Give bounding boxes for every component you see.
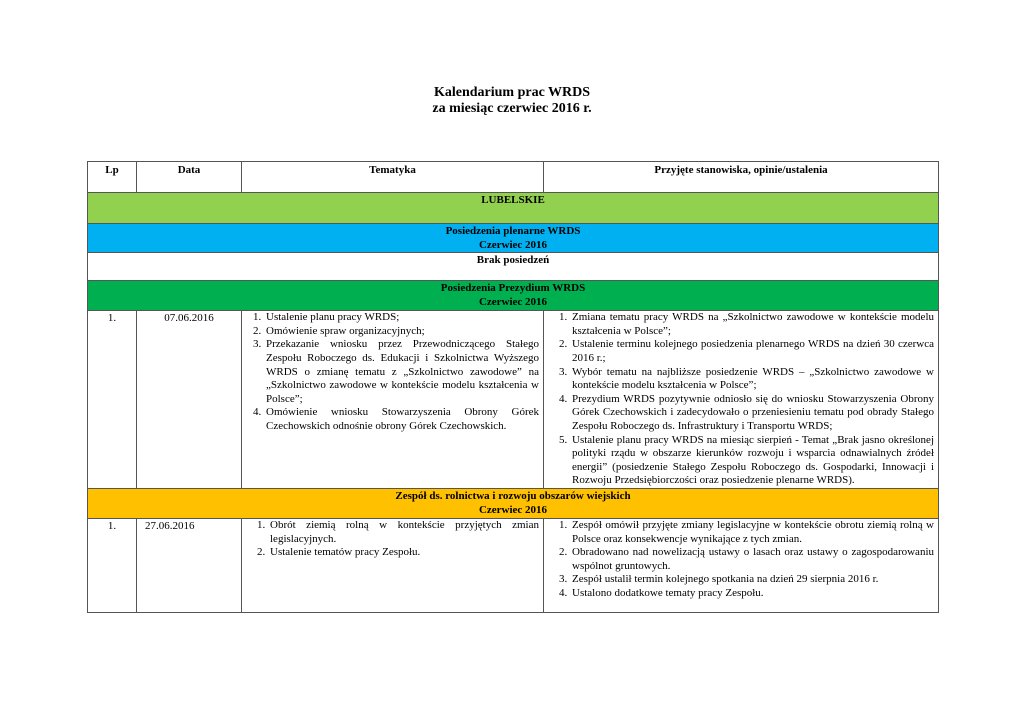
list-item: 3. Wybór tematu na najbliższe posiedzenie WRDS – „Szkolnictwo zawodowe w kontekście modelu kształcenia w Polsce”; bbox=[570, 366, 934, 393]
plenary-title: Posiedzenia plenarne WRDS bbox=[445, 225, 581, 237]
list-item: 2. Ustalenie terminu kolejnego posiedzenia plenarnego WRDS na dzień 30 czerwca 2016 r.; bbox=[570, 338, 934, 365]
region-band bbox=[88, 193, 939, 224]
region-row bbox=[88, 193, 939, 224]
agri-lp: 1. bbox=[88, 518, 137, 613]
plenary-month: Czerwiec 2016 bbox=[478, 238, 548, 251]
plenary-note-row bbox=[88, 253, 939, 281]
list-item: 2. Obradowano nad nowelizacją ustawy o lasach oraz ustawy o zagospodarowaniu wspólnot gruntowych. bbox=[570, 546, 934, 573]
agri-band bbox=[88, 488, 939, 518]
agri-month: Czerwiec 2016 bbox=[478, 503, 548, 516]
header-topics: Tematyka bbox=[242, 162, 544, 193]
list-item: 4. Ustalono dodatkowe tematy pracy Zespołu. bbox=[570, 587, 934, 601]
presidium-title: Posiedzenia Prezydium WRDS bbox=[440, 282, 586, 295]
presidium-band bbox=[88, 281, 939, 311]
presidium-decisions bbox=[544, 311, 939, 489]
region-label: LUBELSKIE bbox=[481, 194, 545, 206]
agri-band-row bbox=[88, 488, 939, 518]
list-item: 3. Zespół ustalił termin kolejnego spotkania na dzień 29 sierpnia 2016 r. bbox=[570, 573, 934, 587]
list-item: 2. Omówienie spraw organizacyjnych; bbox=[264, 325, 539, 339]
agri-date: 27.06.2016 bbox=[137, 518, 242, 613]
document-title bbox=[0, 85, 1024, 117]
plenary-note-text: Brak posiedzeń bbox=[476, 254, 550, 267]
plenary-note bbox=[88, 253, 939, 281]
list-item: 4. Omówienie wniosku Stowarzyszenia Obrony Górek Czechowskich odnośnie obrony Górek Czechowskich. bbox=[264, 406, 539, 433]
presidium-topics bbox=[242, 311, 544, 489]
presidium-lp: 1. bbox=[88, 311, 137, 489]
calendar-table bbox=[87, 161, 939, 613]
agri-decisions bbox=[544, 518, 939, 613]
list-item: 4. Prezydium WRDS pozytywnie odniosło się do wniosku Stowarzyszenia Obrony Górek Czechowskich i zadecydowało o przeniesieniu tematu pod obrady Stałego Zespołu Roboczego ds. Infrastruktury i Transportu WRDS; bbox=[570, 393, 934, 434]
header-lp: Lp bbox=[88, 162, 137, 193]
presidium-decisions-list bbox=[544, 311, 938, 488]
list-item: 1. Obrót ziemią rolną w kontekście przyjętych zmian legislacyjnych. bbox=[268, 519, 539, 546]
agri-topics bbox=[242, 518, 544, 613]
list-item: 1. Ustalenie planu pracy WRDS; bbox=[264, 311, 539, 325]
header-row bbox=[88, 162, 939, 193]
list-item: 5. Ustalenie planu pracy WRDS na miesiąc sierpień - Temat „Brak jasno określonej polityki rządu w obszarze kierunków rozwoju i wsparcia odnawialnych źródeł energii” (posiedzenie Stałego Zespołu Roboczego ds. Gospodarki, Innowacji i Rozwoju Przedsiębiorczości oraz posiedzenie plenarne WRDS). bbox=[570, 434, 934, 488]
agri-title: Zespół ds. rolnictwa i rozwoju obszarów wiejskich bbox=[395, 489, 631, 502]
list-item: 1. Zmiana tematu pracy WRDS na „Szkolnictwo zawodowe w kontekście modelu kształcenia w Polsce”; bbox=[570, 311, 934, 338]
presidium-row bbox=[88, 311, 939, 489]
presidium-month: Czerwiec 2016 bbox=[478, 295, 548, 308]
presidium-topics-list bbox=[242, 311, 543, 433]
header-date: Data bbox=[137, 162, 242, 193]
list-item: 3. Przekazanie wniosku przez Przewodniczącego Stałego Zespołu Roboczego ds. Edukacji i Szkolnictwa Wyższego WRDS o zmianę tematu z „Szkolnictwo zawodowe” na „Szkolnictwo zawodowe w kontekście modelu kształcenia w Polsce”; bbox=[264, 338, 539, 406]
presidium-band-row bbox=[88, 281, 939, 311]
header-decisions: Przyjęte stanowiska, opinie/ustalenia bbox=[544, 162, 939, 193]
plenary-band bbox=[88, 224, 939, 253]
plenary-band-row bbox=[88, 224, 939, 253]
agri-decisions-list bbox=[544, 519, 938, 601]
list-item: 1. Zespół omówił przyjęte zmiany legislacyjne w kontekście obrotu ziemią rolną w Polsce oraz konsekwencje wynikające z tych zmian. bbox=[570, 519, 934, 546]
title-line-1: Kalendarium prac WRDS bbox=[433, 85, 591, 100]
agri-topics-list bbox=[242, 519, 543, 560]
agri-row bbox=[88, 518, 939, 613]
presidium-date: 07.06.2016 bbox=[137, 311, 242, 489]
title-line-2: za miesiąc czerwiec 2016 r. bbox=[432, 101, 592, 116]
list-item: 2. Ustalenie tematów pracy Zespołu. bbox=[268, 546, 539, 560]
